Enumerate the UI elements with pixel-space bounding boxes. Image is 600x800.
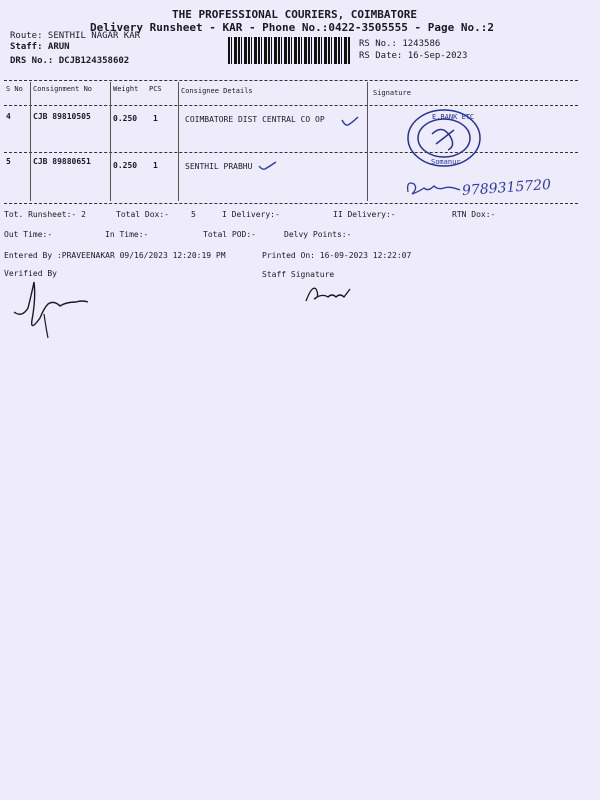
staff-signature-label: Staff Signature	[262, 270, 335, 279]
col-header-signature: Signature	[373, 89, 411, 97]
verified-by-label: Verified By	[4, 269, 57, 278]
check-mark-icon	[258, 160, 278, 172]
delivery-points: Delvy Points:-	[284, 230, 352, 239]
col-divider	[367, 82, 368, 201]
receiver-signature	[404, 178, 464, 200]
entered-by: Entered By :PRAVEENAKAR 09/16/2023 12:20:19 PM	[4, 251, 226, 260]
col-header-pcs: PCS	[149, 85, 162, 93]
rtn-dox: RTN Dox:-	[452, 210, 496, 219]
staff-signature	[304, 283, 354, 305]
row-consignment: CJB 89810505	[33, 112, 91, 121]
barcode	[228, 37, 350, 64]
ii-delivery: II Delivery:-	[333, 210, 396, 219]
drs-number: DRS No.: DCJB124358602	[10, 56, 130, 66]
row-consignee: SENTHIL PRABHU	[185, 162, 253, 171]
row-sno: 5	[6, 157, 11, 166]
verifier-signature	[10, 278, 90, 340]
total-runsheet: Tot. Runsheet:- 2	[4, 210, 86, 219]
col-divider	[110, 82, 111, 201]
i-delivery: I Delivery:-	[222, 210, 280, 219]
row-pcs: 1	[153, 114, 158, 123]
col-header-consignment: Consignment No	[33, 85, 93, 93]
stamp-text: E.BANK ETC	[432, 113, 475, 121]
total-pod: Total POD:-	[203, 230, 256, 239]
stamp-text: Somanur	[431, 158, 461, 166]
company-title: THE PROFESSIONAL COURIERS, COIMBATORE	[172, 8, 418, 21]
col-header-weight: Weight	[113, 85, 139, 93]
row-weight: 0.250	[113, 114, 138, 123]
row-weight: 0.250	[113, 161, 138, 170]
runsheet-subtitle: Delivery Runsheet - KAR - Phone No.:0422-3505555 - Page No.:2	[90, 21, 494, 34]
rs-date: RS Date: 16-Sep-2023	[359, 51, 468, 61]
row-sno: 4	[6, 112, 11, 121]
total-dox-value: 5	[191, 210, 196, 219]
printed-on: Printed On: 16-09-2023 12:22:07	[262, 251, 412, 260]
bank-stamp	[404, 106, 486, 172]
col-divider	[178, 82, 179, 201]
header-bottom-rule	[4, 105, 578, 106]
col-header-consignee: Consignee Details	[181, 87, 253, 95]
handwritten-phone: 9789315720	[461, 176, 552, 200]
row-consignee: COIMBATORE DIST CENTRAL CO OP	[185, 115, 325, 124]
route-label: Route: SENTHIL NAGAR KAR	[10, 31, 141, 41]
row-consignment: CJB 89880651	[33, 157, 91, 166]
row-divider	[4, 152, 578, 153]
check-mark-icon	[340, 116, 360, 128]
rs-number: RS No.: 1243586	[359, 39, 441, 49]
table-top-rule	[4, 80, 578, 81]
out-time: Out Time:-	[4, 230, 53, 239]
in-time: In Time:-	[105, 230, 149, 239]
table-bottom-rule	[4, 203, 578, 204]
staff-label: Staff: ARUN	[10, 42, 70, 52]
col-divider	[30, 82, 31, 201]
total-dox-label: Total Dox:-	[116, 210, 169, 219]
col-header-sno: S No	[6, 85, 23, 93]
row-pcs: 1	[153, 161, 158, 170]
